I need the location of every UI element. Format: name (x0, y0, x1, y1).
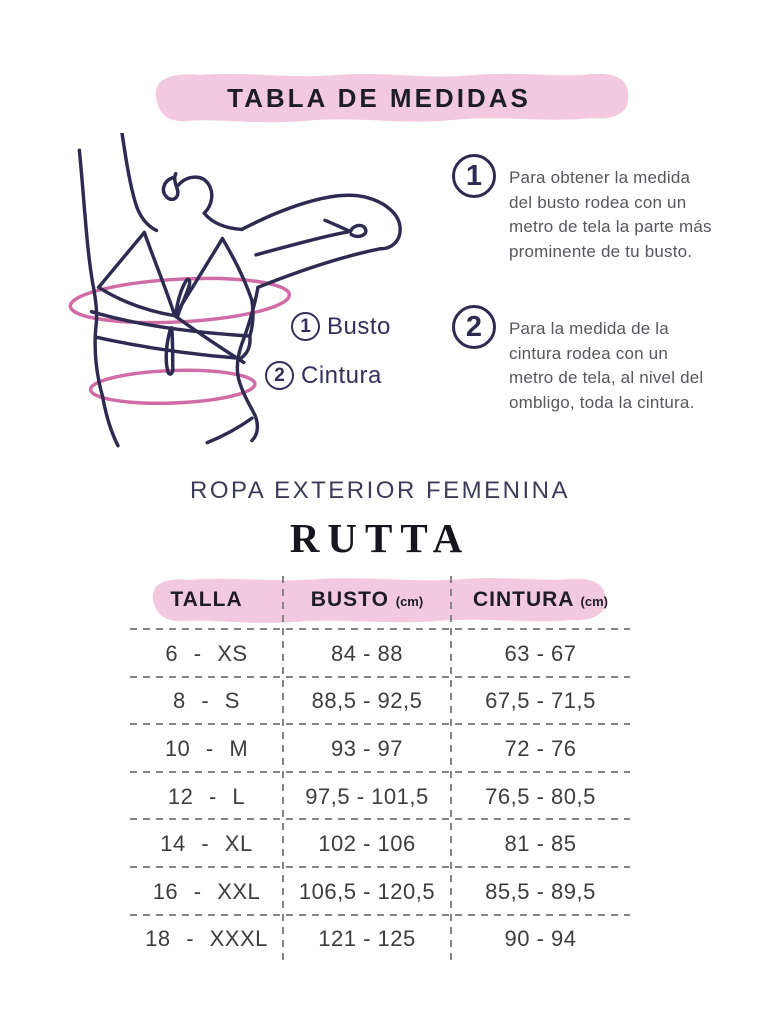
step-1-badge: 1 (452, 154, 496, 198)
table-row: 8 - S 88,5 - 92,5 67,5 - 71,5 (130, 678, 630, 726)
table-header (130, 572, 630, 628)
step-2-badge: 2 (452, 305, 496, 349)
waist-marker (265, 361, 382, 390)
waist-label: Cintura (301, 361, 382, 389)
column-separator (450, 576, 452, 962)
table-row: 6 - XS 84 - 88 63 - 67 (130, 630, 630, 678)
step-1-text: Para obtener la medida del busto rodea con un metro de tela la parte más prominente de tu busto. (509, 168, 712, 261)
column-header-cintura: CINTURA (cm) (472, 588, 608, 611)
table-row: 16 - XXL 106,5 - 120,5 85,5 - 89,5 (130, 868, 630, 916)
size-table (130, 572, 630, 963)
page-title: TABLA DE MEDIDAS (227, 83, 531, 113)
measurement-illustration (55, 133, 461, 468)
table-row: 14 - XL 102 - 106 81 - 85 (130, 820, 630, 868)
category-title: ROPA EXTERIOR FEMENINA (190, 477, 570, 504)
bust-label: Busto (327, 312, 391, 340)
waist-number-badge: 2 (265, 361, 294, 390)
bust-marker (291, 312, 391, 341)
brand-logo: RUTTA (289, 515, 471, 561)
column-header-busto: BUSTO (cm) (310, 588, 424, 611)
title-banner (126, 70, 632, 124)
column-separator (282, 576, 284, 962)
column-header-talla: TALLA (170, 588, 243, 611)
table-body (130, 630, 630, 963)
bust-number-badge: 1 (291, 312, 320, 341)
table-row: 10 - M 93 - 97 72 - 76 (130, 725, 630, 773)
body-line-art (79, 133, 400, 446)
step-2-text: Para la medida de la cintura rodea con un metro de tela, al nivel del ombligo, toda la cintura. (509, 319, 704, 412)
table-row: 12 - L 97,5 - 101,5 76,5 - 80,5 (130, 773, 630, 821)
table-row: 18 - XXXL 121 - 125 90 - 94 (145, 926, 577, 952)
